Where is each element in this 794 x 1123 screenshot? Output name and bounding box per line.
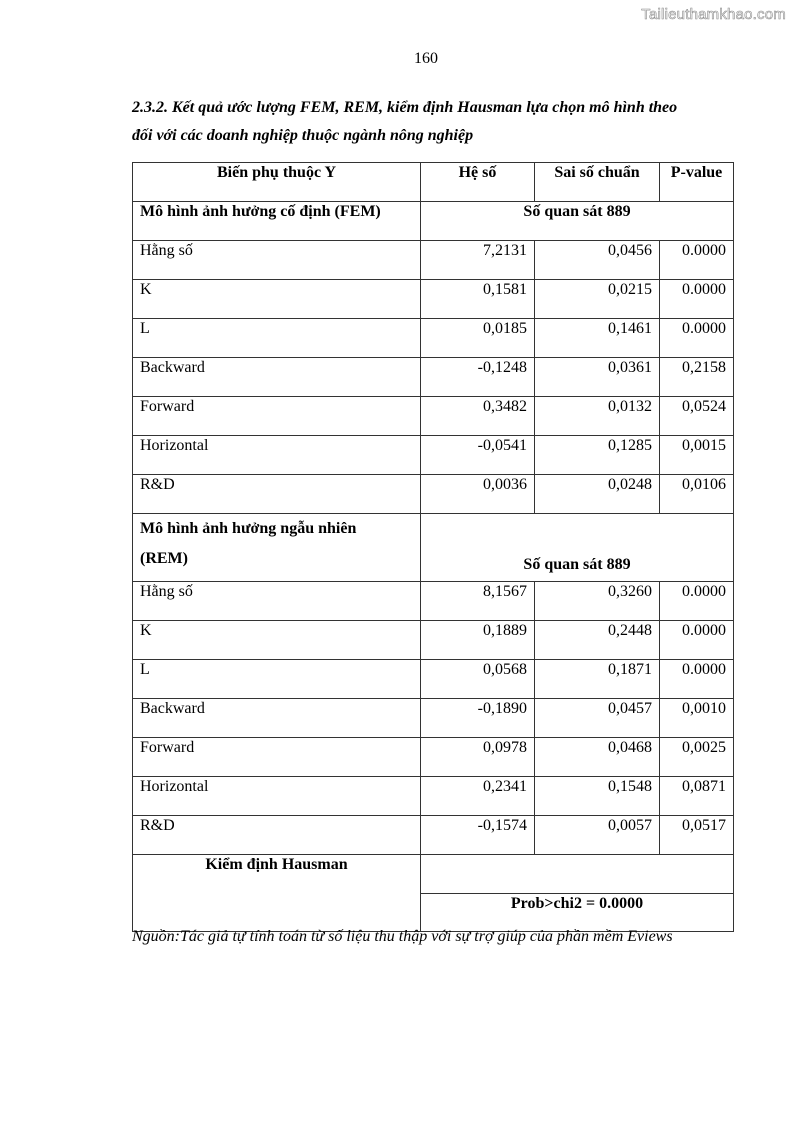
coefficient-value: 0,0036 — [421, 475, 535, 514]
header-standard-error: Sai số chuẩn — [535, 163, 660, 202]
standard-error-value: 0,0361 — [535, 358, 660, 397]
coefficient-value: -0,1574 — [421, 816, 535, 855]
variable-name: Backward — [133, 699, 421, 738]
p-value: 0.0000 — [660, 280, 734, 319]
p-value: 0.0000 — [660, 621, 734, 660]
variable-name: Hằng số — [133, 582, 421, 621]
variable-name: Hằng số — [133, 241, 421, 280]
fem-section-title: Mô hình ảnh hưởng cố định (FEM) — [133, 202, 421, 241]
header-coefficient: Hệ số — [421, 163, 535, 202]
source-note: Nguồn:Tác giả tự tính toán từ số liệu thu thập với sự trợ giúp của phần mềm Eviews — [132, 928, 673, 945]
table-row — [133, 777, 734, 816]
p-value: 0.0000 — [660, 319, 734, 358]
standard-error-value: 0,1285 — [535, 436, 660, 475]
variable-name: Backward — [133, 358, 421, 397]
regression-results-table — [132, 162, 734, 932]
variable-name: Horizontal — [133, 436, 421, 475]
section-heading — [132, 94, 752, 150]
rem-section-row — [133, 514, 734, 582]
p-value: 0,0517 — [660, 816, 734, 855]
p-value: 0,0524 — [660, 397, 734, 436]
table-row — [133, 816, 734, 855]
standard-error-value: 0,0248 — [535, 475, 660, 514]
p-value: 0.0000 — [660, 660, 734, 699]
standard-error-value: 0,2448 — [535, 621, 660, 660]
table-row — [133, 280, 734, 319]
table-row — [133, 436, 734, 475]
coefficient-value: 8,1567 — [421, 582, 535, 621]
section-heading-line-2: đối với các doanh nghiệp thuộc ngành nông nghiệp — [132, 127, 474, 144]
hausman-test-label: Kiểm định Hausman — [133, 855, 421, 932]
standard-error-value: 0,0457 — [535, 699, 660, 738]
table-row — [133, 241, 734, 280]
watermark: Tailieuthamkhao.com — [641, 6, 786, 23]
p-value: 0,0871 — [660, 777, 734, 816]
variable-name: R&D — [133, 475, 421, 514]
p-value: 0,0025 — [660, 738, 734, 777]
table-row — [133, 582, 734, 621]
coefficient-value: -0,0541 — [421, 436, 535, 475]
variable-name: R&D — [133, 816, 421, 855]
coefficient-value: 0,0568 — [421, 660, 535, 699]
standard-error-value: 0,0132 — [535, 397, 660, 436]
rem-observations: Số quan sát 889 — [421, 514, 734, 582]
standard-error-value: 0,1548 — [535, 777, 660, 816]
table-row — [133, 358, 734, 397]
variable-name: Forward — [133, 397, 421, 436]
table-row — [133, 699, 734, 738]
hausman-row — [133, 855, 734, 894]
header-p-value: P-value — [660, 163, 734, 202]
table-header-row — [133, 163, 734, 202]
table-row — [133, 738, 734, 777]
coefficient-value: 0,3482 — [421, 397, 535, 436]
variable-name: Horizontal — [133, 777, 421, 816]
p-value: 0,0106 — [660, 475, 734, 514]
page-number: 160 — [414, 50, 438, 67]
coefficient-value: 0,1581 — [421, 280, 535, 319]
table-row — [133, 319, 734, 358]
section-heading-line-1: 2.3.2. Kết quả ước lượng FEM, REM, kiểm định Hausman lựa chọn mô hình theo — [132, 99, 678, 116]
variable-name: L — [133, 660, 421, 699]
p-value: 0.0000 — [660, 241, 734, 280]
coefficient-value: 0,2341 — [421, 777, 535, 816]
standard-error-value: 0,0215 — [535, 280, 660, 319]
p-value: 0,2158 — [660, 358, 734, 397]
coefficient-value: 7,2131 — [421, 241, 535, 280]
p-value: 0.0000 — [660, 582, 734, 621]
standard-error-value: 0,0057 — [535, 816, 660, 855]
coefficient-value: 0,0185 — [421, 319, 535, 358]
fem-observations: Số quan sát 889 — [421, 202, 734, 241]
rem-section-title — [133, 514, 421, 582]
table-row — [133, 660, 734, 699]
coefficient-value: 0,1889 — [421, 621, 535, 660]
p-value: 0,0010 — [660, 699, 734, 738]
coefficient-value: -0,1248 — [421, 358, 535, 397]
standard-error-value: 0,0456 — [535, 241, 660, 280]
coefficient-value: 0,0978 — [421, 738, 535, 777]
hausman-test-result: Prob>chi2 = 0.0000 — [421, 894, 734, 932]
coefficient-value: -0,1890 — [421, 699, 535, 738]
standard-error-value: 0,1461 — [535, 319, 660, 358]
standard-error-value: 0,0468 — [535, 738, 660, 777]
variable-name: L — [133, 319, 421, 358]
rem-section-title-line-1: Mô hình ảnh hưởng ngẫu nhiên — [140, 520, 357, 537]
p-value: 0,0015 — [660, 436, 734, 475]
rem-section-title-line-2: (REM) — [140, 550, 188, 567]
table-row — [133, 475, 734, 514]
standard-error-value: 0,1871 — [535, 660, 660, 699]
variable-name: K — [133, 280, 421, 319]
table-row — [133, 397, 734, 436]
standard-error-value: 0,3260 — [535, 582, 660, 621]
table-row — [133, 621, 734, 660]
fem-section-row — [133, 202, 734, 241]
hausman-empty-cell — [421, 855, 734, 894]
header-dependent-variable: Biến phụ thuộc Y — [133, 163, 421, 202]
variable-name: Forward — [133, 738, 421, 777]
variable-name: K — [133, 621, 421, 660]
